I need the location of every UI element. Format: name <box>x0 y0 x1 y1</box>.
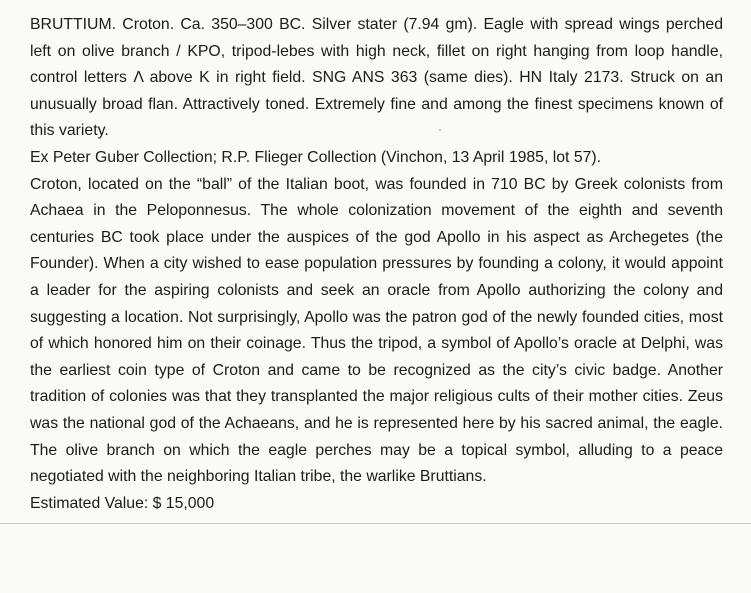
catalog-entry-text <box>30 12 723 517</box>
coin-description-paragraph: BRUTTIUM. Croton. Ca. 350–300 BC. Silver stater (7.94 gm). Eagle with spread wings perched left on olive branch / KPO, tripod-lebes with high neck, fillet on right hanging from loop handle, control letters Λ above K in right field. SNG ANS 363 (same dies). HN Italy 2173. Struck on an unusually broad flan. Attractively toned. Extremely fine and among the finest specimens known of this variety. <box>30 16 723 140</box>
estimated-value-line: Estimated Value: $ 15,000 <box>30 494 215 512</box>
provenance-line: Ex Peter Guber Collection; R.P. Flieger Collection (Vinchon, 13 April 1985, lot 57). <box>30 148 602 166</box>
history-paragraph: Croton, located on the “ball” of the Italian boot, was founded in 710 BC by Greek colonists from Achaea in the Peloponnesus. The whole colonization movement of the eighth and seventh centuries BC took place under the auspices of the god Apollo in his aspect as Archegetes (the Founder). When a city wished to ease population pressures by founding a colony, it would appoint a leader for the aspiring colonists and seek an oracle from Apollo authorizing the colony and suggesting a location. Not surprisingly, Apollo was the patron god of the newly founded cities, most of which honored him on their coinage. Thus the tripod, a symbol of Apollo’s oracle at Delphi, was the earliest coin type of Croton and came to be recognized as the city’s civic badge. Another tradition of colonies was that they transplanted the major religious cults of their mother cities. Zeus was the national god of the Achaeans, and he is represented here by his sacred animal, the eagle. The olive branch on which the eagle perches may be a topical symbol, alluding to a peace negotiated with the neighboring Italian tribe, the warlike Bruttians. <box>30 175 723 486</box>
page-fold-line <box>0 523 751 524</box>
